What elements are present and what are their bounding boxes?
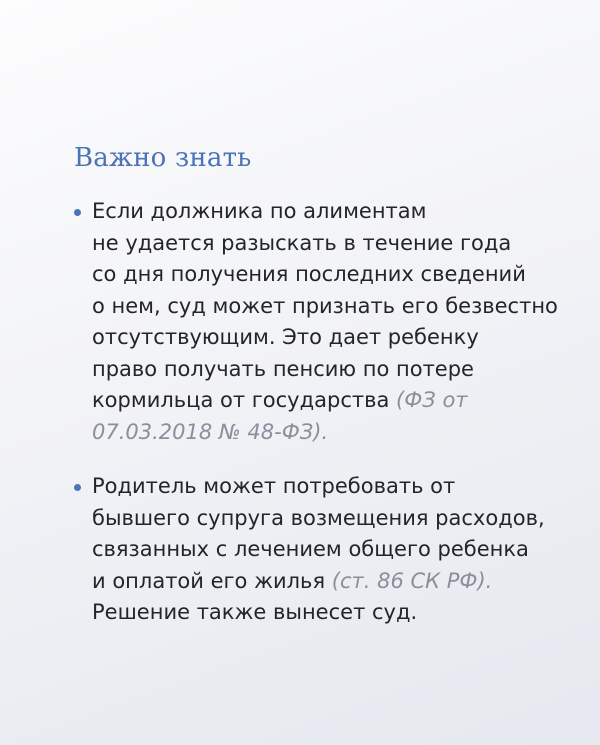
text-line-with-reference [92,385,574,417]
bullet-dot-icon [74,484,81,491]
bullet-item-missing-debtor [74,196,574,448]
text-line-with-reference [92,566,574,598]
text-line: отсутствующим. Это дает ребенку [92,325,479,349]
text-line: Родитель может потребовать от [92,474,456,498]
bullet-dot-icon [74,209,81,216]
text-segment: и оплатой его жилья [92,568,326,593]
text-line: бывшего супруга возмещения расходов, [92,505,545,530]
law-reference: (ст. 86 СК РФ). [331,568,493,593]
text-line: о нем, суд может признать его безвестно [92,293,558,318]
bullet-list [74,196,574,629]
text-line: со дня получения последних сведений [92,262,526,286]
text-line: Решение также вынесет суд. [92,600,418,624]
text-line: не удается разыскать в течение года [92,230,512,255]
text-line: связанных с лечением общего ребенка [92,537,529,561]
section-heading: Важно знать [74,143,252,173]
law-reference-continued: 07.03.2018 № 48-ФЗ). [92,419,329,444]
text-line: право получать пенсию по потере [92,356,474,381]
text-line: Если должника по алиментам [92,199,427,223]
law-reference: (ФЗ от [396,388,468,412]
bullet-item-expense-compensation [74,471,574,629]
text-segment: кормильца от государства [92,388,390,412]
